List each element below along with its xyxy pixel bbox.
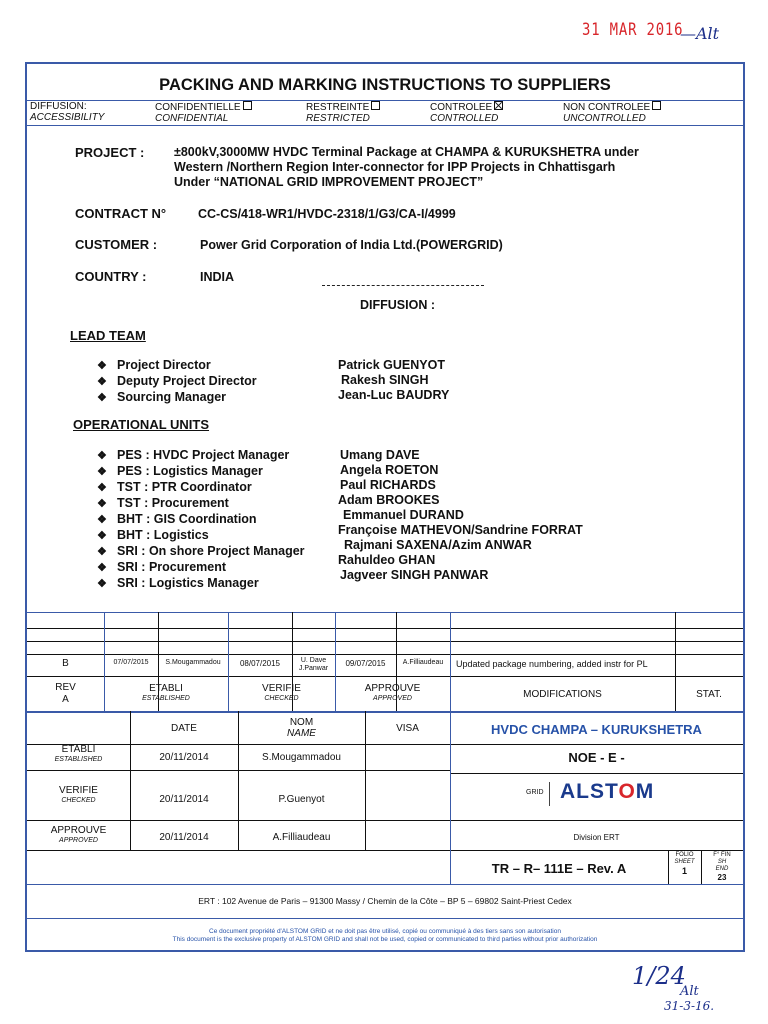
lead-team-roles [97,358,257,406]
verifie-row-label: VERIFIE CHECKED [59,785,98,804]
diamond-bullet-icon: ❖ [97,498,107,510]
rev-verifie-date: 08/07/2015 [239,659,281,668]
diffusion-heading: DIFFUSION : [360,298,435,312]
visa-header: VISA [396,723,419,734]
grid-line [27,628,743,629]
classification-uncontrolled[interactable] [563,101,661,124]
grid-line [27,744,743,745]
lead-team-names [338,358,449,403]
classification-separator [27,125,743,126]
folio-cell: FOLIO SHEET 1 [674,852,695,876]
modifications-header: MODIFICATIONS [523,689,602,700]
company-address: ERT : 102 Avenue de Paris – 91300 Massy / Chemin de la Côte – BP 5 – 69802 Saint-Priest Cedex [198,896,572,906]
end-sheet-cell: F° FIN SH END 23 [713,852,731,882]
country-label: COUNTRY : [75,269,147,284]
classification-en-label: ACCESSIBILITY [30,112,105,123]
rev-letter: B [62,658,69,669]
grid-line [27,711,743,713]
classification-controlled[interactable] [430,101,503,124]
grid-line [27,676,743,677]
grid-line [27,850,743,851]
list-item: ❖ TST : Procurement [97,496,229,510]
grid-line [27,820,743,821]
rev-etabli-date: 07/07/2015 [113,659,149,666]
grid-line [27,612,743,613]
member-name: Angela ROETON [340,463,439,477]
member-name: Emmanuel DURAND [343,508,464,522]
grid-line [27,654,743,655]
rev-approuve-date: 09/07/2015 [345,659,386,668]
diamond-bullet-icon: ❖ [97,360,107,372]
grid-line [27,918,743,919]
controlled-checkbox-checked[interactable] [494,101,503,110]
list-item: ❖ Deputy Project Director [97,374,257,388]
approuve-name: A.Filliaudeau [272,832,331,843]
restricted-checkbox[interactable] [371,101,380,110]
rev-header-cell: REV A [55,682,76,705]
member-name: Adam BROOKES [338,493,440,507]
customer-label: CUSTOMER : [75,237,158,252]
uncontrolled-fr: NON CONTROLEE [563,102,651,113]
list-item: ❖ SRI : Logistics Manager [97,576,259,590]
nom-header: NOM NAME [287,717,316,739]
list-item: ❖ BHT : Logistics [97,528,209,542]
member-name: Umang DAVE [340,448,420,462]
diamond-bullet-icon: ❖ [97,578,107,590]
etabli-name: S.Mougammadou [262,752,341,763]
list-item: ❖ PES : Logistics Manager [97,464,263,478]
grid-line [450,773,743,774]
controlled-fr: CONTROLEE [430,102,493,113]
project-line: Western /Northern Region Inter-connector for IPP Projects in Chhattisgarh [174,160,616,174]
classification-restricted[interactable] [306,101,380,124]
restricted-fr: RESTREINTE [306,102,370,113]
project-line: Under “NATIONAL GRID IMPROVEMENT PROJECT” [174,175,484,189]
list-item: ❖ Sourcing Manager [97,390,227,404]
confidential-fr: CONFIDENTIELLE [155,102,241,113]
verifie-date: 20/11/2014 [159,794,209,805]
diamond-bullet-icon: ❖ [97,392,107,404]
member-name: Françoise MATHEVON/Sandrine FORRAT [338,523,583,537]
document-code: NOE - E - [568,750,625,765]
stamp-initials: —Alt [680,24,720,43]
etabli-row-label: ETABLI ESTABLISHED [54,744,103,763]
approuve-row-label: APPROUVE APPROVED [50,825,107,844]
logo-divider [549,782,550,806]
received-date-stamp: 31 MAR 2016 [582,20,684,40]
uncontrolled-checkbox[interactable] [652,101,661,110]
operational-units-heading: OPERATIONAL UNITS [73,417,210,432]
document-number: TR – R– 111E – Rev. A [491,861,627,876]
diffusion-dash-line [322,285,484,286]
grid-line [27,884,743,885]
controlled-en: CONTROLLED [430,113,499,124]
date-header: DATE [171,723,197,734]
diamond-bullet-icon: ❖ [97,562,107,574]
member-name: Jagveer SINGH PANWAR [340,568,489,582]
list-item: ❖ SRI : On shore Project Manager [97,544,305,558]
diamond-bullet-icon: ❖ [97,546,107,558]
list-item: ❖ TST : PTR Coordinator [97,480,252,494]
rev-modification: Updated package numbering, added instr for PL [456,659,648,669]
approuve-date: 20/11/2014 [159,832,209,843]
classification-fr-label: DIFFUSION: [30,101,87,112]
list-item: ❖ Project Director [97,358,211,372]
classification-confidential[interactable] [155,101,252,124]
customer-name: Power Grid Corporation of India Ltd.(POWERGRID) [200,238,503,252]
member-name: Paul RICHARDS [340,478,436,492]
document-title: PACKING AND MARKING INSTRUCTIONS TO SUPPLIERS [159,76,611,94]
confidential-en: CONFIDENTIAL [155,113,229,124]
project-name-header: HVDC CHAMPA – KURUKSHETRA [491,722,702,737]
etabli-header-cell: ETABLI ESTABLISHED [142,683,190,702]
country-name: INDIA [200,270,235,284]
project-label: PROJECT : [75,145,145,160]
diamond-bullet-icon: ❖ [97,466,107,478]
uncontrolled-en: UNCONTROLLED [563,113,646,124]
member-name: Rajmani SAXENA/Azim ANWAR [344,538,532,552]
handwritten-initials: Alt [680,984,699,999]
handwritten-date: 31-3-16. [664,999,715,1013]
verifie-header-cell: VERIFIE CHECKED [262,683,301,702]
list-item: ❖ BHT : GIS Coordination [97,512,257,526]
operational-units-roles [97,448,305,592]
list-item: ❖ SRI : Procurement [97,560,227,574]
diamond-bullet-icon: ❖ [97,450,107,462]
contract-label: CONTRACT N° [75,206,167,221]
diamond-bullet-icon: ❖ [97,514,107,526]
member-name: Rahuldeo GHAN [338,553,436,567]
list-item: ❖ PES : HVDC Project Manager [97,448,290,462]
contract-number: CC-CS/418-WR1/HVDC-2318/1/G3/CA-I/4999 [198,207,456,221]
restricted-en: RESTRICTED [306,113,370,124]
operational-units-names [338,448,583,583]
member-name: Rakesh SINGH [341,373,429,387]
rev-approuve-name: A.Filliaudeau [402,659,444,666]
handwritten-page-count: 1/24 [632,962,686,990]
stat-header: STAT. [696,689,722,700]
alstom-logo: ALSTOM [560,780,655,803]
member-name: Jean-Luc BAUDRY [338,388,450,402]
grid-label: GRID [526,789,544,796]
lead-team-heading: LEAD TEAM [70,328,146,343]
grid-line [27,641,743,642]
classification-label [30,101,104,123]
rev-etabli-name: S.Mougammadou [165,659,221,666]
confidentiality-notice: Ce document propriété d'ALSTOM GRID et ne doit pas être utilisé, copié ou communiqué à des tiers sans son autorisation This document is the exclusive property of ALSTOM GRID and shall not be used, copied or communicated to third parties without prior authorization [172,928,598,943]
verifie-name: P.Guenyot [278,794,325,805]
rev-verifie-names: U. Dave J.Panwar [298,657,329,672]
member-name: Patrick GUENYOT [338,358,445,372]
division-label: Division ERT [573,833,620,842]
confidential-checkbox[interactable] [243,101,252,110]
diamond-bullet-icon: ❖ [97,530,107,542]
etabli-date: 20/11/2014 [159,752,209,763]
approuve-header-cell: APPROUVE APPROVED [364,683,421,702]
diamond-bullet-icon: ❖ [97,482,107,494]
diamond-bullet-icon: ❖ [97,376,107,388]
project-description [174,145,714,190]
project-line: ±800kV,3000MW HVDC Terminal Package at CHAMPA & KURUKSHETRA under [174,145,639,159]
